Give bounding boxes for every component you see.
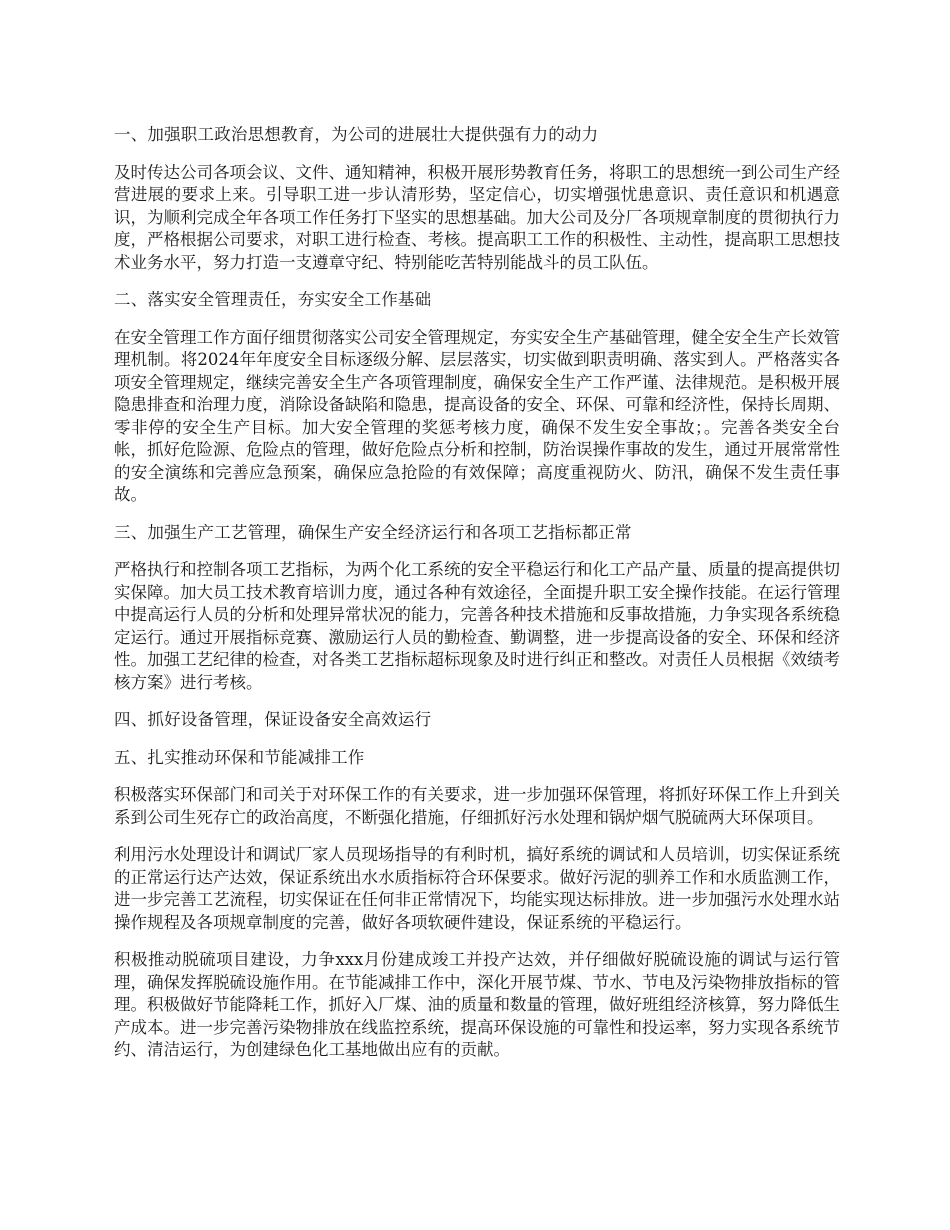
section-4-heading: 四、抓好设备管理，保证设备安全高效运行 [114,710,432,729]
section-2-heading: 二、落实安全管理责任，夯实安全工作基础 [114,290,432,309]
section-5-paragraph-3: 积极推动脱硫项目建设，力争xxx月份建成竣工并投产达效，并仔细做好脱硫设施的调试与运行管理，确保发挥脱硫设施作用。在节能减排工作中，深化开展节煤、节水、节电及污染物排放指标的管理。积极做好节能降耗工作，抓好入厂煤、油的质量和数量的管理，做好班组经济核算，努力降低生产成本。进一步完善污染物排放在线监控系统，提高环保设施的可靠性和投运率，努力实现各系统节约、清洁运行，为创建绿色化工基地做出应有的贡献。 [114,950,840,1059]
section-1-heading: 一、加强职工政治思想教育，为公司的进展壮大提供强有力的动力 [114,125,599,144]
section-5-paragraph-2: 利用污水处理设计和调试厂家人员现场指导的有利时机，搞好系统的调试和人员培训，切实保证系统的正常运行达产达效，保证系统出水水质指标符合环保要求。做好污泥的驯养工作和水质监测工作，进一步完善工艺流程，切实保证在任何非正常情况下，均能实现达标排放。进一步加强污水处理水站操作规程及各项规章制度的完善，做好各项软硬件建设，保证系统的平稳运行。 [114,845,840,932]
section-5-heading: 五、扎实推动环保和节能减排工作 [114,747,365,767]
section-1-paragraph-1: 及时传达公司各项会议、文件、通知精神，积极开展形势教育任务，将职工的思想统一到公司生产经营进展的要求上来。引导职工进一步认清形势，坚定信心，切实增强忧患意识、责任意识和机遇意识，为顺利完成全年各项工作任务打下坚实的思想基础。加大公司及分厂各项规章制度的贯彻执行力度，严格根据公司要求，对职工进行检查、考核。提高职工工作的积极性、主动性，提高职工思想技术业务水平，努力打造一支遵章守纪、特别能吃苦特别能战斗的员工队伍。 [114,162,840,272]
section-2-paragraph-1: 在安全管理工作方面仔细贯彻落实公司安全管理规定，夯实安全生产基础管理，健全安全生产长效管理机制。将2024年年度安全目标逐级分解、层层落实，切实做到职责明确、落实到人。严格落实各项安全管理规定，继续完善安全生产各项管理制度，确保安全生产工作严谨、法律规范。是积极开展隐患排查和治理力度，消除设备缺陷和隐患，提高设备的安全、环保、可靠和经济性，保持长周期、零非停的安全生产目标。加大安全管理的奖惩考核力度，确保不发生安全事故；。完善各类安全台帐，抓好危险源、危险点的管理，做好危险点分析和控制，防治误操作事故的发生，通过开展常常性的安全演练和完善应急预案，确保应急抢险的有效保障；高度重视防火、防汛，确保不发生责任事故。 [114,327,840,504]
section-3-paragraph-1: 严格执行和控制各项工艺指标，为两个化工系统的安全平稳运行和化工产品产量、质量的提高提供切实保障。加大员工技术教育培训力度，通过各种有效途径，全面提升职工安全操作技能。在运行管理中提高运行人员的分析和处理异常状况的能力，完善各种技术措施和反事故措施，力争实现各系统稳定运行。通过开展指标竞赛、激励运行人员的勤检查、勤调整，进一步提高设备的安全、环保和经济性。加强工艺纪律的检查，对各类工艺指标超标现象及时进行纠正和整改。对责任人员根据《效绩考核方案》进行考核。 [114,560,840,692]
document-body [114,124,840,1077]
section-5-paragraph-1: 积极落实环保部门和司关于对环保工作的有关要求，进一步加强环保管理，将抓好环保工作上升到关系到公司生死存亡的政治高度，不断强化措施，仔细抓好污水处理和锅炉烟气脱硫两大环保项目。 [114,785,840,827]
section-3-heading: 三、加强生产工艺管理，确保生产安全经济运行和各项工艺指标都正常 [114,522,632,542]
